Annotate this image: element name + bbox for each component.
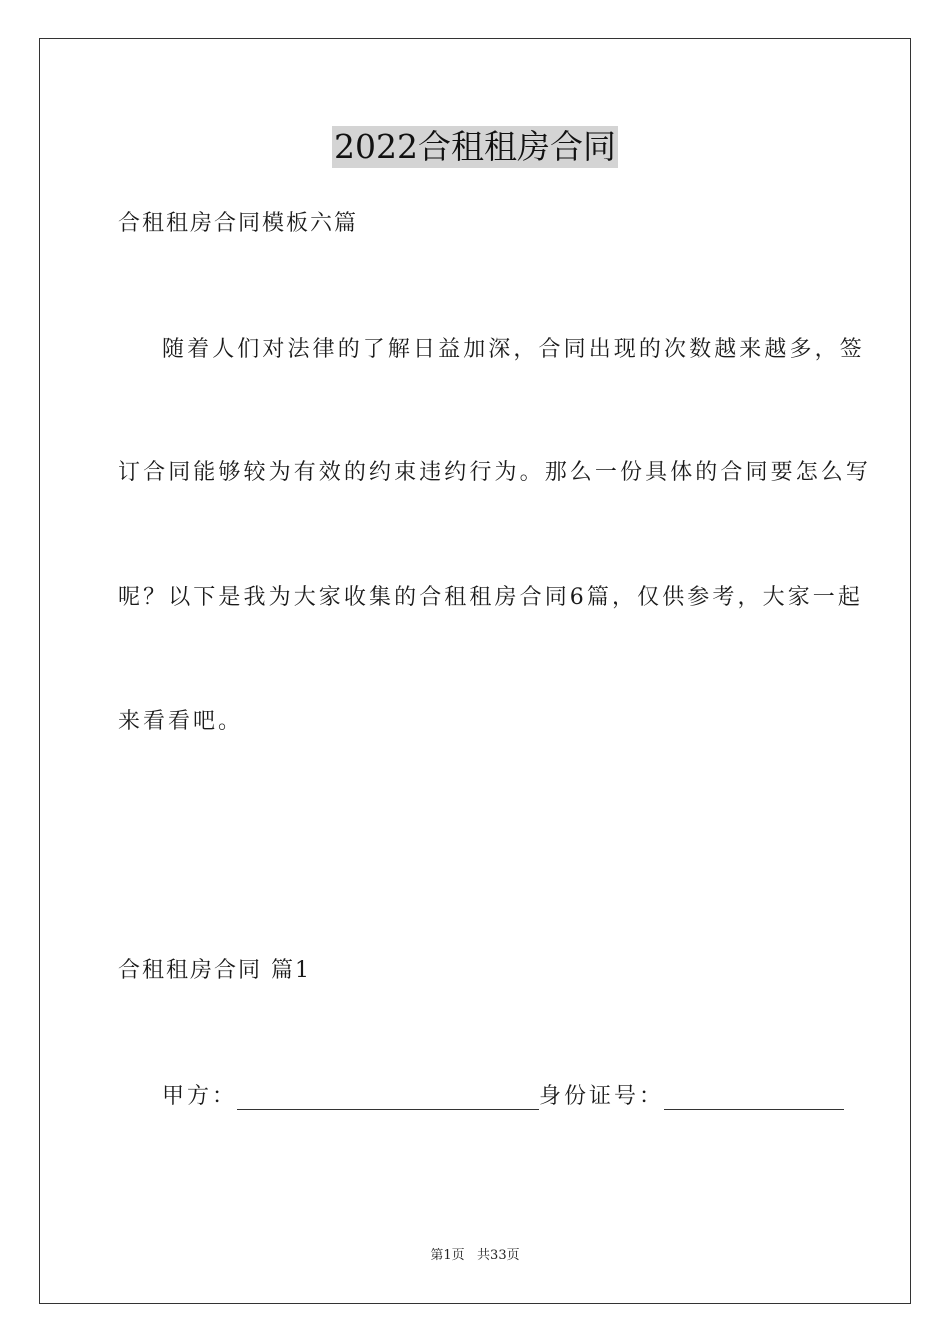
intro-line-1: 随着人们对法律的了解日益加深，合同出现的次数越来越多，签: [162, 337, 865, 362]
document-subtitle: 合租租房合同模板六篇: [118, 211, 359, 236]
document-title: 2022合租租房合同: [334, 127, 616, 166]
page-footer: 第1页 共33页: [430, 1248, 520, 1263]
intro-line-3: 呢？以下是我为大家收集的合租租房合同6篇，仅供参考，大家一起: [118, 585, 863, 610]
party-a-blank: [237, 1085, 539, 1110]
id-number-blank: [664, 1085, 844, 1110]
id-number-label: 身份证号：: [539, 1084, 665, 1109]
party-a-row: [162, 1082, 844, 1112]
section-heading: 合租租房合同 篇1: [118, 958, 311, 983]
party-a-label: 甲方：: [162, 1084, 238, 1109]
intro-line-4: 来看看吧。: [118, 709, 244, 734]
intro-line-2: 订合同能够较为有效的约束违约行为。那么一份具体的合同要怎么写: [118, 460, 872, 485]
title-container: [0, 126, 950, 168]
